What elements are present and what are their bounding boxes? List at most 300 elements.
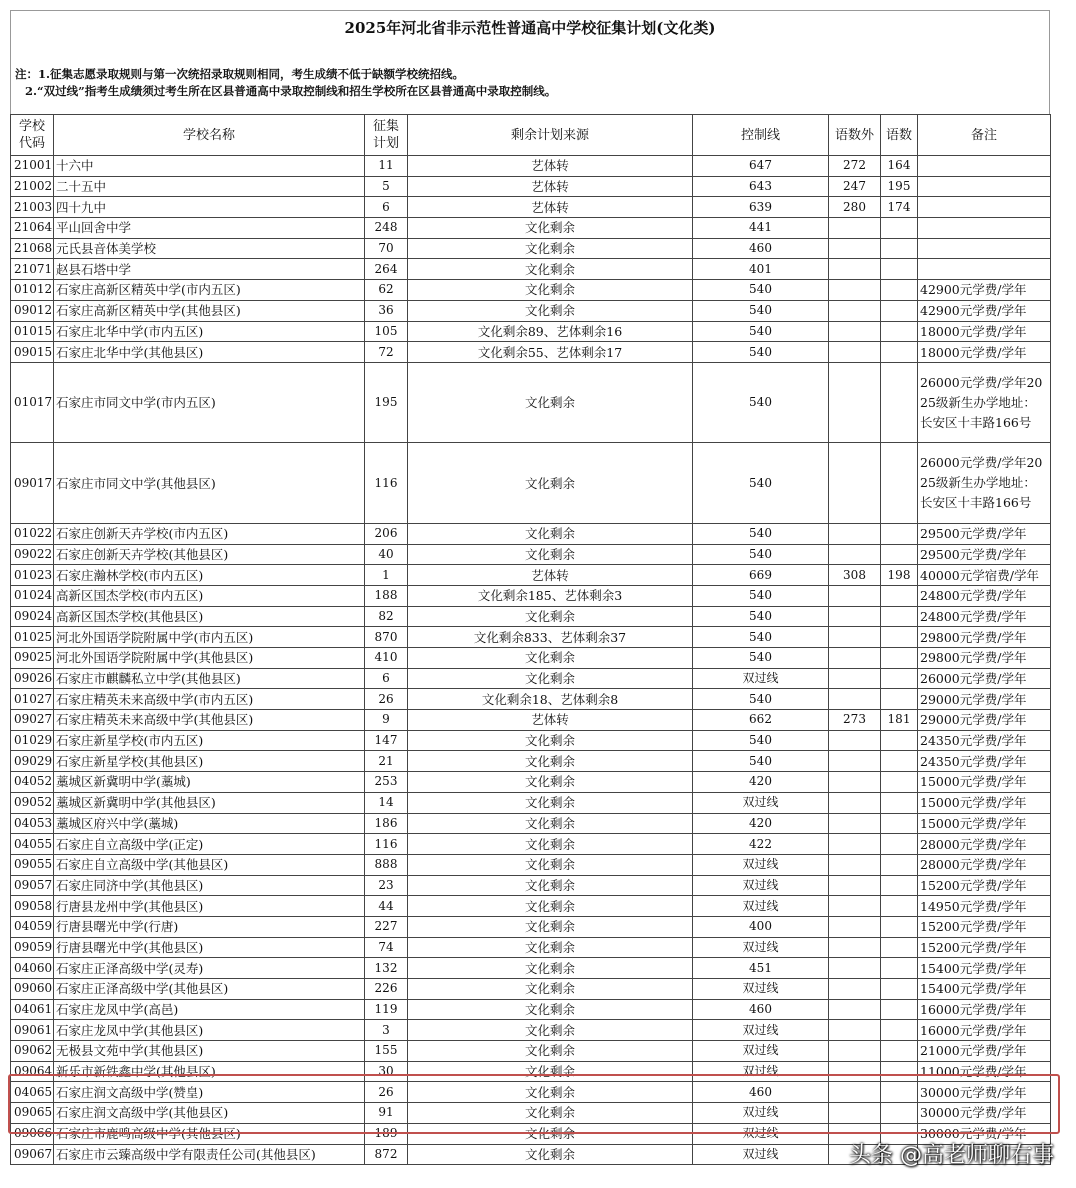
cell-yushu xyxy=(881,772,918,793)
cell-control: 540 xyxy=(693,280,829,301)
table-row xyxy=(11,958,1051,979)
cell-source: 文化剩余 xyxy=(408,792,693,813)
cell-name: 藁城区新冀明中学(其他县区) xyxy=(54,792,365,813)
cell-yushu xyxy=(881,362,918,443)
cell-code: 09022 xyxy=(11,544,54,565)
table-row xyxy=(11,792,1051,813)
cell-yushuwai: 308 xyxy=(829,565,881,586)
watermark-text: 头条 @高老师聊右事 xyxy=(849,1143,1054,1168)
cell-yushu xyxy=(881,300,918,321)
table-row xyxy=(11,875,1051,896)
cell-name: 石家庄市麒麟私立中学(其他县区) xyxy=(54,668,365,689)
cell-remark: 29000元学费/学年 xyxy=(918,689,1051,710)
table-row xyxy=(11,1041,1051,1062)
cell-control: 540 xyxy=(693,300,829,321)
cell-control: 双过线 xyxy=(693,668,829,689)
cell-remark: 15200元学费/学年 xyxy=(918,937,1051,958)
cell-code: 09065 xyxy=(11,1103,54,1124)
cell-yushu xyxy=(881,916,918,937)
cell-name: 藁城区府兴中学(藁城) xyxy=(54,813,365,834)
table-row xyxy=(11,218,1051,239)
cell-source: 文化剩余 xyxy=(408,979,693,1000)
cell-name: 石家庄龙凤中学(高邑) xyxy=(54,999,365,1020)
cell-yushu xyxy=(881,668,918,689)
cell-code: 01025 xyxy=(11,627,54,648)
cell-yushu: 198 xyxy=(881,565,918,586)
cell-code: 09060 xyxy=(11,979,54,1000)
cell-code: 09064 xyxy=(11,1061,54,1082)
cell-name: 平山回舍中学 xyxy=(54,218,365,239)
cell-yushu xyxy=(881,280,918,301)
cell-source: 文化剩余 xyxy=(408,300,693,321)
cell-plan: 248 xyxy=(365,218,408,239)
cell-name: 四十九中 xyxy=(54,197,365,218)
cell-source: 艺体转 xyxy=(408,565,693,586)
cell-source: 文化剩余 xyxy=(408,362,693,443)
cell-control: 540 xyxy=(693,523,829,544)
cell-yushuwai xyxy=(829,362,881,443)
cell-control: 双过线 xyxy=(693,937,829,958)
cell-yushuwai xyxy=(829,916,881,937)
cell-source: 文化剩余 xyxy=(408,259,693,280)
cell-yushuwai xyxy=(829,834,881,855)
cell-remark xyxy=(918,197,1051,218)
header-plan: 征集 计划 xyxy=(365,115,408,156)
cell-code: 21068 xyxy=(11,238,54,259)
table-row xyxy=(11,937,1051,958)
table-row xyxy=(11,979,1051,1000)
cell-yushuwai xyxy=(829,443,881,524)
table-row xyxy=(11,772,1051,793)
cell-yushuwai xyxy=(829,937,881,958)
cell-control: 双过线 xyxy=(693,1041,829,1062)
cell-control: 双过线 xyxy=(693,1144,829,1165)
cell-plan: 70 xyxy=(365,238,408,259)
cell-yushuwai xyxy=(829,342,881,363)
cell-plan: 119 xyxy=(365,999,408,1020)
cell-remark: 26000元学费/学年2025级新生办学地址：长安区十丰路166号 xyxy=(918,443,1051,524)
cell-name: 高新区国杰学校(其他县区) xyxy=(54,606,365,627)
cell-yushu xyxy=(881,238,918,259)
cell-remark: 24800元学费/学年 xyxy=(918,606,1051,627)
cell-source: 文化剩余 xyxy=(408,668,693,689)
cell-name: 石家庄市鹿鸣高级中学(其他县区) xyxy=(54,1123,365,1144)
cell-yushu xyxy=(881,979,918,1000)
header-yushu: 语数 xyxy=(881,115,918,156)
cell-plan: 186 xyxy=(365,813,408,834)
cell-remark xyxy=(918,218,1051,239)
cell-yushu xyxy=(881,1020,918,1041)
table-row xyxy=(11,668,1051,689)
table-row xyxy=(11,544,1051,565)
cell-control: 540 xyxy=(693,627,829,648)
cell-plan: 9 xyxy=(365,710,408,731)
cell-control: 540 xyxy=(693,443,829,524)
cell-control: 662 xyxy=(693,710,829,731)
cell-name: 无极县文苑中学(其他县区) xyxy=(54,1041,365,1062)
cell-remark: 30000元学费/学年 xyxy=(918,1123,1051,1144)
document-title: 2025年河北省非示范性普通高中学校征集计划(文化类) xyxy=(10,10,1050,46)
cell-source: 艺体转 xyxy=(408,156,693,177)
cell-control: 460 xyxy=(693,1082,829,1103)
cell-control: 双过线 xyxy=(693,1123,829,1144)
cell-yushu xyxy=(881,585,918,606)
cell-remark: 18000元学费/学年 xyxy=(918,321,1051,342)
cell-yushu xyxy=(881,854,918,875)
table-row xyxy=(11,627,1051,648)
table-row xyxy=(11,896,1051,917)
cell-code: 04053 xyxy=(11,813,54,834)
cell-code: 21001 xyxy=(11,156,54,177)
cell-yushu: 164 xyxy=(881,156,918,177)
cell-code: 01024 xyxy=(11,585,54,606)
cell-remark: 42900元学费/学年 xyxy=(918,280,1051,301)
cell-source: 文化剩余 xyxy=(408,523,693,544)
cell-remark: 15200元学费/学年 xyxy=(918,875,1051,896)
cell-plan: 30 xyxy=(365,1061,408,1082)
cell-yushu xyxy=(881,321,918,342)
cell-code: 21064 xyxy=(11,218,54,239)
cell-code: 09057 xyxy=(11,875,54,896)
cell-yushuwai xyxy=(829,259,881,280)
cell-control: 460 xyxy=(693,999,829,1020)
cell-control: 540 xyxy=(693,321,829,342)
cell-yushuwai: 272 xyxy=(829,156,881,177)
header-name: 学校名称 xyxy=(54,115,365,156)
cell-remark: 29000元学费/学年 xyxy=(918,710,1051,731)
cell-name: 石家庄新星学校(市内五区) xyxy=(54,730,365,751)
cell-control: 双过线 xyxy=(693,1020,829,1041)
cell-yushuwai xyxy=(829,648,881,669)
cell-yushuwai xyxy=(829,792,881,813)
cell-plan: 116 xyxy=(365,834,408,855)
cell-name: 石家庄高新区精英中学(其他县区) xyxy=(54,300,365,321)
cell-source: 文化剩余 xyxy=(408,834,693,855)
cell-plan: 26 xyxy=(365,689,408,710)
cell-name: 石家庄北华中学(其他县区) xyxy=(54,342,365,363)
cell-yushuwai xyxy=(829,238,881,259)
cell-yushuwai xyxy=(829,585,881,606)
cell-control: 420 xyxy=(693,813,829,834)
cell-name: 石家庄精英未来高级中学(市内五区) xyxy=(54,689,365,710)
cell-source: 文化剩余 xyxy=(408,648,693,669)
cell-yushuwai: 273 xyxy=(829,710,881,731)
cell-yushu xyxy=(881,999,918,1020)
cell-yushu xyxy=(881,544,918,565)
cell-code: 09059 xyxy=(11,937,54,958)
table-row xyxy=(11,321,1051,342)
cell-yushu xyxy=(881,875,918,896)
table-row xyxy=(11,854,1051,875)
cell-source: 文化剩余 xyxy=(408,443,693,524)
cell-remark: 15200元学费/学年 xyxy=(918,916,1051,937)
cell-source: 文化剩余 xyxy=(408,875,693,896)
cell-code: 04055 xyxy=(11,834,54,855)
cell-yushuwai xyxy=(829,280,881,301)
cell-remark: 24800元学费/学年 xyxy=(918,585,1051,606)
table-row xyxy=(11,443,1051,524)
cell-yushu xyxy=(881,751,918,772)
cell-code: 09052 xyxy=(11,792,54,813)
table-row xyxy=(11,999,1051,1020)
cell-name: 行唐县龙州中学(其他县区) xyxy=(54,896,365,917)
cell-code: 09015 xyxy=(11,342,54,363)
cell-yushuwai xyxy=(829,668,881,689)
cell-code: 09058 xyxy=(11,896,54,917)
cell-remark: 28000元学费/学年 xyxy=(918,834,1051,855)
cell-yushu xyxy=(881,218,918,239)
cell-control: 540 xyxy=(693,342,829,363)
cell-plan: 1 xyxy=(365,565,408,586)
table-row xyxy=(11,1020,1051,1041)
cell-yushu xyxy=(881,834,918,855)
cell-remark: 21000元学费/学年 xyxy=(918,1041,1051,1062)
cell-source: 文化剩余 xyxy=(408,544,693,565)
highlight-box xyxy=(8,1074,1060,1134)
cell-plan: 5 xyxy=(365,176,408,197)
cell-source: 文化剩余89、艺体剩余16 xyxy=(408,321,693,342)
cell-yushuwai: 280 xyxy=(829,197,881,218)
cell-plan: 62 xyxy=(365,280,408,301)
table-row xyxy=(11,565,1051,586)
cell-plan: 6 xyxy=(365,668,408,689)
cell-name: 石家庄创新天卉学校(其他县区) xyxy=(54,544,365,565)
cell-name: 石家庄自立高级中学(其他县区) xyxy=(54,854,365,875)
cell-source: 文化剩余 xyxy=(408,730,693,751)
table-row xyxy=(11,280,1051,301)
cell-control: 双过线 xyxy=(693,1061,829,1082)
cell-remark xyxy=(918,259,1051,280)
cell-remark xyxy=(918,176,1051,197)
cell-remark: 16000元学费/学年 xyxy=(918,999,1051,1020)
cell-remark: 15000元学费/学年 xyxy=(918,792,1051,813)
cell-code: 09024 xyxy=(11,606,54,627)
table-row xyxy=(11,362,1051,443)
cell-yushuwai xyxy=(829,730,881,751)
cell-name: 石家庄瀚林学校(市内五区) xyxy=(54,565,365,586)
cell-control: 441 xyxy=(693,218,829,239)
cell-remark: 15000元学费/学年 xyxy=(918,772,1051,793)
cell-control: 540 xyxy=(693,730,829,751)
cell-code: 09066 xyxy=(11,1123,54,1144)
cell-yushu xyxy=(881,689,918,710)
cell-remark: 29500元学费/学年 xyxy=(918,544,1051,565)
table-row xyxy=(11,176,1051,197)
cell-remark: 29800元学费/学年 xyxy=(918,648,1051,669)
cell-yushu xyxy=(881,259,918,280)
cell-code: 09025 xyxy=(11,648,54,669)
header-yushuwai: 语数外 xyxy=(829,115,881,156)
cell-plan: 14 xyxy=(365,792,408,813)
cell-plan: 888 xyxy=(365,854,408,875)
cell-remark: 30000元学费/学年 xyxy=(918,1103,1051,1124)
cell-remark: 26000元学费/学年2025级新生办学地址：长安区十丰路166号 xyxy=(918,362,1051,443)
cell-name: 十六中 xyxy=(54,156,365,177)
cell-yushuwai xyxy=(829,813,881,834)
cell-yushu xyxy=(881,792,918,813)
cell-name: 石家庄新星学校(其他县区) xyxy=(54,751,365,772)
cell-name: 河北外国语学院附属中学(市内五区) xyxy=(54,627,365,648)
cell-code: 21002 xyxy=(11,176,54,197)
cell-yushu xyxy=(881,1041,918,1062)
cell-control: 双过线 xyxy=(693,854,829,875)
cell-source: 艺体转 xyxy=(408,710,693,731)
cell-name: 河北外国语学院附属中学(其他县区) xyxy=(54,648,365,669)
cell-plan: 195 xyxy=(365,362,408,443)
cell-plan: 21 xyxy=(365,751,408,772)
cell-name: 行唐县曙光中学(其他县区) xyxy=(54,937,365,958)
cell-yushuwai xyxy=(829,875,881,896)
cell-control: 双过线 xyxy=(693,792,829,813)
cell-name: 石家庄高新区精英中学(市内五区) xyxy=(54,280,365,301)
cell-source: 文化剩余 xyxy=(408,896,693,917)
cell-name: 石家庄正泽高级中学(其他县区) xyxy=(54,979,365,1000)
cell-yushu xyxy=(881,813,918,834)
cell-name: 藁城区新冀明中学(藁城) xyxy=(54,772,365,793)
cell-source: 艺体转 xyxy=(408,176,693,197)
cell-remark: 29800元学费/学年 xyxy=(918,627,1051,648)
notes-block xyxy=(10,46,1050,114)
cell-yushu xyxy=(881,648,918,669)
cell-remark xyxy=(918,156,1051,177)
cell-name: 行唐县曙光中学(行唐) xyxy=(54,916,365,937)
table-row xyxy=(11,916,1051,937)
table-row xyxy=(11,710,1051,731)
cell-source: 文化剩余 xyxy=(408,1041,693,1062)
cell-source: 文化剩余 xyxy=(408,1061,693,1082)
cell-code: 01023 xyxy=(11,565,54,586)
header-source: 剩余计划来源 xyxy=(408,115,693,156)
cell-yushuwai: 247 xyxy=(829,176,881,197)
header-control: 控制线 xyxy=(693,115,829,156)
cell-yushuwai xyxy=(829,854,881,875)
cell-code: 09017 xyxy=(11,443,54,524)
table-header-row xyxy=(11,115,1051,156)
cell-code: 21071 xyxy=(11,259,54,280)
cell-yushuwai xyxy=(829,627,881,648)
cell-code: 04052 xyxy=(11,772,54,793)
cell-source: 艺体转 xyxy=(408,197,693,218)
cell-source: 文化剩余55、艺体剩余17 xyxy=(408,342,693,363)
cell-name: 石家庄精英未来高级中学(其他县区) xyxy=(54,710,365,731)
cell-name: 石家庄自立高级中学(正定) xyxy=(54,834,365,855)
cell-yushuwai xyxy=(829,544,881,565)
cell-plan: 206 xyxy=(365,523,408,544)
table-row xyxy=(11,197,1051,218)
cell-remark: 24350元学费/学年 xyxy=(918,730,1051,751)
cell-yushu: 181 xyxy=(881,710,918,731)
cell-plan: 74 xyxy=(365,937,408,958)
table-row xyxy=(11,585,1051,606)
cell-name: 赵县石塔中学 xyxy=(54,259,365,280)
cell-plan: 132 xyxy=(365,958,408,979)
cell-control: 540 xyxy=(693,585,829,606)
cell-source: 文化剩余 xyxy=(408,999,693,1020)
cell-code: 09012 xyxy=(11,300,54,321)
cell-name: 石家庄同济中学(其他县区) xyxy=(54,875,365,896)
cell-yushuwai xyxy=(829,772,881,793)
cell-yushuwai xyxy=(829,1041,881,1062)
cell-control: 540 xyxy=(693,606,829,627)
cell-code: 04060 xyxy=(11,958,54,979)
cell-yushuwai xyxy=(829,979,881,1000)
cell-name: 二十五中 xyxy=(54,176,365,197)
cell-remark: 16000元学费/学年 xyxy=(918,1020,1051,1041)
cell-control: 639 xyxy=(693,197,829,218)
cell-code: 01029 xyxy=(11,730,54,751)
cell-plan: 227 xyxy=(365,916,408,937)
cell-yushu xyxy=(881,443,918,524)
cell-plan: 3 xyxy=(365,1020,408,1041)
cell-yushu xyxy=(881,606,918,627)
cell-plan: 91 xyxy=(365,1103,408,1124)
cell-yushuwai xyxy=(829,689,881,710)
cell-control: 双过线 xyxy=(693,979,829,1000)
enrollment-table xyxy=(10,114,1051,1165)
table-row xyxy=(11,689,1051,710)
cell-source: 文化剩余833、艺体剩余37 xyxy=(408,627,693,648)
cell-yushuwai xyxy=(829,606,881,627)
cell-plan: 872 xyxy=(365,1144,408,1165)
cell-code: 09027 xyxy=(11,710,54,731)
cell-source: 文化剩余 xyxy=(408,1144,693,1165)
cell-plan: 410 xyxy=(365,648,408,669)
cell-name: 石家庄北华中学(市内五区) xyxy=(54,321,365,342)
cell-name: 石家庄龙凤中学(其他县区) xyxy=(54,1020,365,1041)
cell-control: 540 xyxy=(693,362,829,443)
cell-yushu xyxy=(881,523,918,544)
cell-yushuwai xyxy=(829,958,881,979)
cell-code: 01017 xyxy=(11,362,54,443)
cell-control: 460 xyxy=(693,238,829,259)
cell-control: 540 xyxy=(693,648,829,669)
header-remark: 备注 xyxy=(918,115,1051,156)
cell-plan: 189 xyxy=(365,1123,408,1144)
cell-source: 文化剩余 xyxy=(408,958,693,979)
cell-code: 09055 xyxy=(11,854,54,875)
cell-source: 文化剩余 xyxy=(408,813,693,834)
cell-name: 石家庄市同文中学(其他县区) xyxy=(54,443,365,524)
table-body xyxy=(11,156,1051,1165)
cell-control: 401 xyxy=(693,259,829,280)
cell-plan: 23 xyxy=(365,875,408,896)
cell-source: 文化剩余 xyxy=(408,218,693,239)
cell-source: 文化剩余 xyxy=(408,1082,693,1103)
cell-plan: 226 xyxy=(365,979,408,1000)
cell-yushuwai xyxy=(829,218,881,239)
note-2: 2.“双过线”指考生成绩须过考生所在区县普通高中录取控制线和招生学校所在区县普通高中录取控制线。 xyxy=(25,84,557,98)
cell-control: 420 xyxy=(693,772,829,793)
cell-plan: 253 xyxy=(365,772,408,793)
cell-remark: 14950元学费/学年 xyxy=(918,896,1051,917)
cell-source: 文化剩余 xyxy=(408,1123,693,1144)
cell-plan: 6 xyxy=(365,197,408,218)
cell-name: 石家庄市同文中学(市内五区) xyxy=(54,362,365,443)
cell-source: 文化剩余 xyxy=(408,751,693,772)
cell-plan: 26 xyxy=(365,1082,408,1103)
cell-source: 文化剩余 xyxy=(408,937,693,958)
cell-control: 669 xyxy=(693,565,829,586)
cell-name: 石家庄创新天卉学校(市内五区) xyxy=(54,523,365,544)
cell-remark: 24350元学费/学年 xyxy=(918,751,1051,772)
cell-code: 09026 xyxy=(11,668,54,689)
cell-name: 石家庄正泽高级中学(灵寿) xyxy=(54,958,365,979)
cell-plan: 264 xyxy=(365,259,408,280)
cell-yushuwai xyxy=(829,523,881,544)
cell-remark: 15400元学费/学年 xyxy=(918,979,1051,1000)
cell-yushu xyxy=(881,896,918,917)
cell-code: 09029 xyxy=(11,751,54,772)
